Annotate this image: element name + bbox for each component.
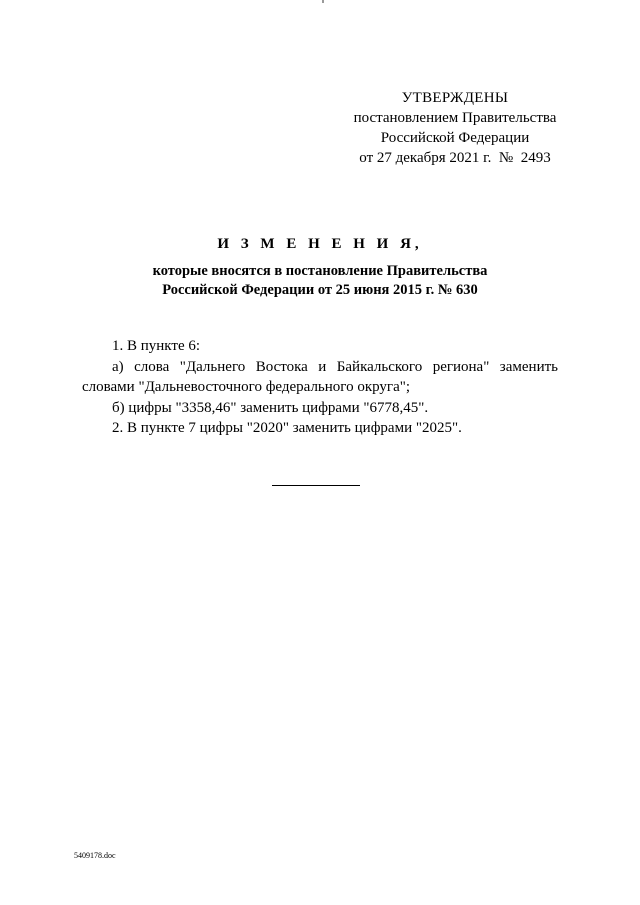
approval-stamp: УТВЕРЖДЕНЫ: [401, 90, 509, 106]
paragraph-item-1a: а) слова "Дальнего Востока и Байкальского региона" заменить словами "Дальневосточного федерального округа";: [82, 358, 558, 395]
document-body: [82, 336, 558, 439]
paragraph-item-1b: б) цифры "3358,46" заменить цифрами "6778,45".: [112, 399, 429, 416]
approval-line-3: от 27 декабря 2021 г. № 2493: [359, 150, 551, 166]
approval-line-2: Российской Федерации: [380, 130, 530, 146]
subtitle-line-2: Российской Федерации от 25 июня 2015 г. № 630: [162, 282, 478, 298]
paragraph-item-1: 1. В пункте 6:: [112, 338, 201, 354]
page-top-mark: [322, 0, 324, 3]
approval-block: [340, 88, 570, 168]
end-divider: [272, 485, 360, 486]
subtitle-line-1: которые вносятся в постановление Правительства: [152, 263, 488, 279]
document-title: И З М Е Н Е Н И Я,: [217, 236, 423, 252]
document-subtitle: [90, 262, 550, 300]
footer-file-name: 5409178.doc: [74, 851, 116, 860]
approval-line-1: постановлением Правительства: [353, 110, 557, 126]
paragraph-item-2: 2. В пункте 7 цифры "2020" заменить цифрами "2025".: [112, 420, 462, 436]
